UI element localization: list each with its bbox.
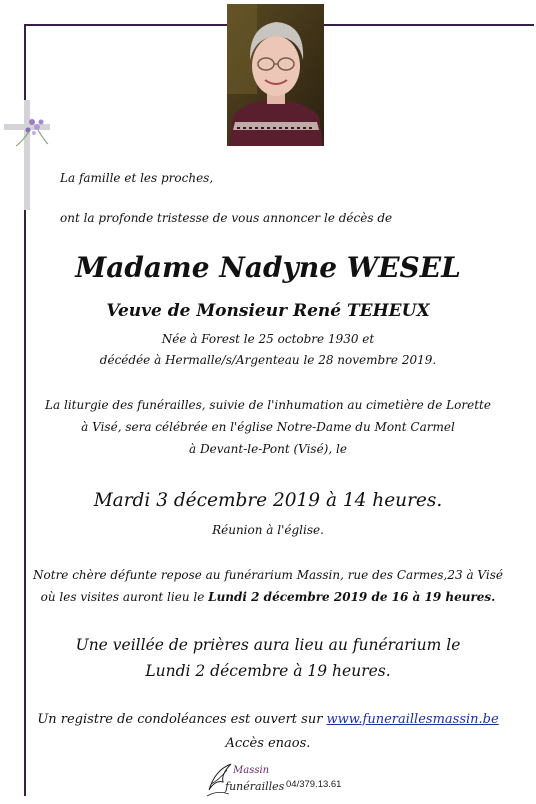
liturgy-line-2: à Visé, sera célébrée en l'église Notre-Dame du Mont Carmel [81,420,455,434]
access-line: Accès enaos. [225,736,311,751]
rest-line-1: Notre chère défunte repose au funérarium Massin, rue des Carmes,23 à Visé [33,568,503,582]
widow-of: Veuve de Monsieur René TEHEUX [106,301,430,321]
brand-subtitle: funérailles [225,780,285,793]
death-line: décédée à Hermalle/s/Argenteau le 28 novembre 2019. [99,353,437,367]
visit-hours: Lundi 2 décembre 2019 de 16 à 19 heures. [208,590,496,604]
rest-line-2-prefix: où les visites auront lieu le [40,590,209,604]
birth-line: Née à Forest le 25 octobre 1930 et [161,332,375,346]
rest-line-2 [0,590,536,604]
deceased-name: Madame Nadyne WESEL [75,251,461,284]
ceremony-date: Mardi 3 décembre 2019 à 14 heures. [93,490,443,511]
brand-name: Massin [233,765,270,776]
register-prefix: Un registre de condoléances est ouvert sur [37,712,327,727]
register-link[interactable]: www.funeraillesmassin.be [326,712,499,727]
vigil-line-2: Lundi 2 décembre à 19 heures. [145,662,391,680]
intro-announcement: ont la profonde tristesse de vous annoncer le décès de [60,211,393,225]
portrait-photo [227,4,324,146]
phone-number: 04/379.13.61 [286,779,342,790]
register-line [0,712,536,727]
cross-icon [4,100,50,210]
meeting-place: Réunion à l'église. [212,523,324,537]
liturgy-line-1: La liturgie des funérailles, suivie de l'inhumation au cimetière de Lorette [45,398,491,412]
intro-family: La famille et les proches, [60,171,214,185]
vigil-line-1: Une veillée de prières aura lieu au funérarium le [75,636,461,654]
liturgy-line-3: à Devant-le-Pont (Visé), le [189,442,347,456]
